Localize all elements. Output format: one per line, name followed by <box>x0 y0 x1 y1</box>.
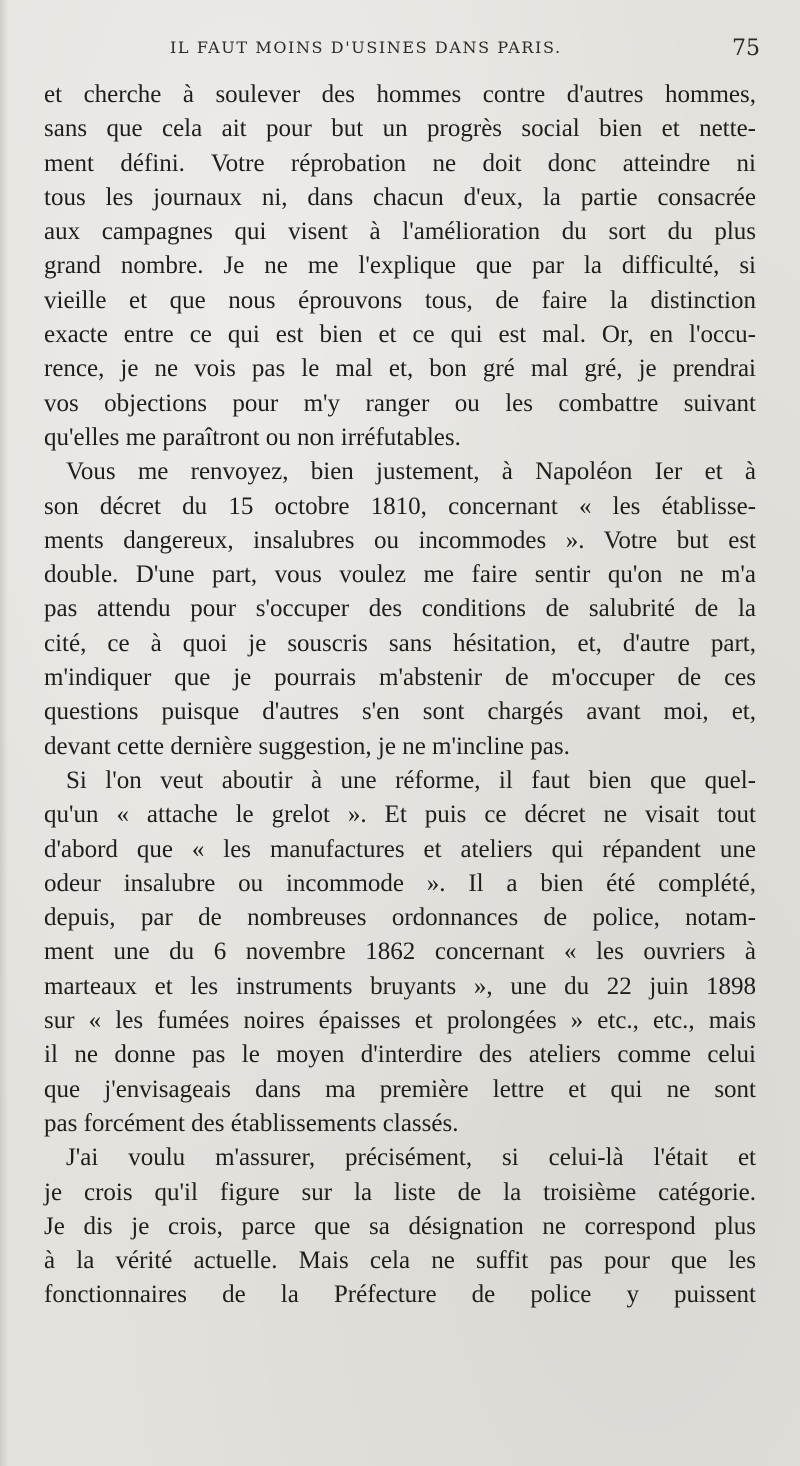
text-line: rence, je ne vois pas le mal et, bon gré mal gré, je prendrai <box>44 355 756 383</box>
text-line: que j'envisageais dans ma première lettre et qui ne sont <box>44 1075 756 1103</box>
text-line: grand nombre. Je ne me l'explique que par la difficulté, si <box>44 252 756 280</box>
text-line: pas forcément des établissements classés. <box>44 1109 459 1137</box>
text-line: double. D'une part, vous voulez me faire sentir qu'on ne m'a <box>44 561 756 589</box>
text-line: son décret du 15 octobre 1810, concernant « les établisse- <box>44 492 756 520</box>
text-line: ments dangereux, insalubres ou incommodes ». Votre but est <box>44 526 756 554</box>
text-line: qu'un « attache le grelot ». Et puis ce décret ne visait tout <box>44 801 756 829</box>
page-number: 75 <box>732 36 760 61</box>
paragraph-start-line: Si l'on veut aboutir à une réforme, il faut bien que quel- <box>66 766 756 794</box>
text-line: exacte entre ce qui est bien et ce qui est mal. Or, en l'occu- <box>44 321 756 349</box>
paragraph-start-line: Vous me renvoyez, bien justement, à Napoléon Ier et à <box>66 458 756 486</box>
text-line: il ne donne pas le moyen d'interdire des ateliers comme celui <box>44 1041 756 1069</box>
running-head: IL FAUT MOINS D'USINES DANS PARIS. <box>170 38 562 57</box>
page-header <box>150 38 760 64</box>
text-line: vos objections pour m'y ranger ou les combattre suivant <box>44 389 756 417</box>
body-text <box>44 78 756 1313</box>
text-line: sur « les fumées noires épaisses et prolongées » etc., etc., mais <box>44 1007 756 1035</box>
text-line: depuis, par de nombreuses ordonnances de police, notam- <box>44 904 756 932</box>
text-line: d'abord que « les manufactures et ateliers qui répandent une <box>44 835 756 863</box>
text-line: vieille et que nous éprouvons tous, de faire la distinction <box>44 286 756 314</box>
text-line: m'indiquer que je pourrais m'abstenir de m'occuper de ces <box>44 664 756 692</box>
text-line: qu'elles me paraîtront ou non irréfutables. <box>44 423 461 451</box>
text-line: ment une du 6 novembre 1862 concernant « les ouvriers à <box>44 938 756 966</box>
text-line: et cherche à soulever des hommes contre d'autres hommes, <box>44 81 756 108</box>
page-edge <box>0 0 8 1466</box>
text-line: questions puisque d'autres s'en sont chargés avant moi, et, <box>44 698 756 726</box>
text-line: pas attendu pour s'occuper des conditions de salubrité de la <box>44 595 756 623</box>
text-line: je crois qu'il figure sur la liste de la troisième catégorie. <box>44 1178 756 1206</box>
text-line: devant cette dernière suggestion, je ne m'incline pas. <box>44 732 570 760</box>
text-line: aux campagnes qui visent à l'amélioration du sort du plus <box>44 218 756 246</box>
text-line: fonctionnaires de la Préfecture de police y puissent <box>44 1281 756 1309</box>
text-line: odeur insalubre ou incommode ». Il a bien été complété, <box>44 869 756 897</box>
text-line: cité, ce à quoi je souscris sans hésitation, et, d'autre part, <box>44 629 756 657</box>
text-line: marteaux et les instruments bruyants », une du 22 juin 1898 <box>44 972 756 1000</box>
paragraph-start-line: J'ai voulu m'assurer, précisément, si celui-là l'était et <box>66 1144 756 1172</box>
text-line: sans que cela ait pour but un progrès social bien et nette- <box>44 115 756 143</box>
text-line: tous les journaux ni, dans chacun d'eux, la partie consacrée <box>44 183 756 211</box>
text-line: ment défini. Votre réprobation ne doit donc atteindre ni <box>44 149 756 177</box>
text-line: Je dis je crois, parce que sa désignation ne correspond plus <box>44 1212 756 1240</box>
text-line: à la vérité actuelle. Mais cela ne suffit pas pour que les <box>44 1247 756 1275</box>
